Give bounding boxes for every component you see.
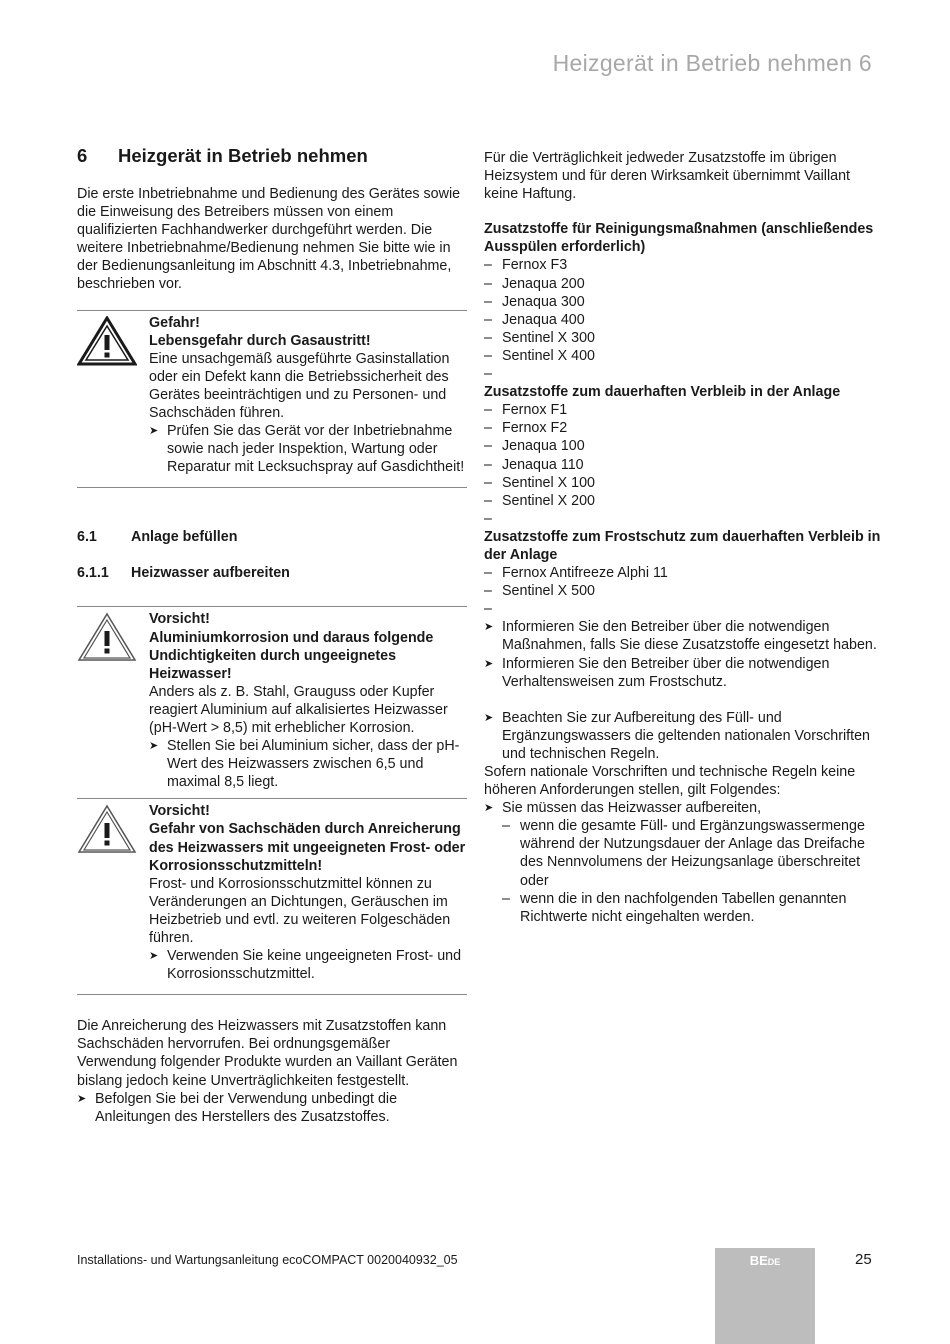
intro-paragraph: Die erste Inbetriebnahme und Bedienung des Gerätes sowie die Einweisung des Betreibers müssen von einem qualifizierten Fachhandwerker durchgeführt werden. Die weitere Inbetriebnahme/Bedienung nehmen Sie bitte wie in der Bedienungsanleitung im Abschnitt 4.3, Inbetriebnahme, beschrieben vor. [77,186,461,293]
warning-label: Vorsicht! [149,611,210,628]
section-heading [77,144,467,168]
additive-list [484,401,884,528]
action-item: ➤ Sie müssen das Heizwasser aufbereiten, [484,800,762,817]
or-text: oder [520,872,549,889]
subsection-heading: 6.1 Anlage befüllen [77,529,238,546]
right-intro: Für die Verträglichkeit jedweder Zusatzstoffe im übrigen Heizsystem und für deren Wirksamkeit übernimmt Vaillant keine Haftung. [484,150,851,203]
list-item: – Sentinel X 500 [484,583,595,600]
additive-list [484,564,884,618]
caution-triangle-icon [77,802,149,983]
list-item: – Fernox F3 [484,257,568,274]
additive-group-title: Zusatzstoffe zum dauerhaften Verbleib in der Anlage [484,384,841,401]
subsubsection-heading: 6.1.1 Heizwasser aufbereiten [77,565,290,582]
warning-box-caution [77,607,467,791]
condition-item: – wenn die gesamte Füll- und Ergänzungswassermenge während der Nutzungsdauer der Anlage das Dreifache des Nennvolumens der Heizungsanlage überschreitet oder [502,818,865,889]
outro-action: ➤ Befolgen Sie bei der Verwendung unbedingt die Anleitungen des Herstellers des Zusatzstoffes. [77,1090,398,1125]
conditions-paragraph: Sofern nationale Vorschriften und technische Regeln keine höheren Anforderungen stellen, gilt Folgendes: [484,764,856,799]
warning-action: ➤ Prüfen Sie das Gerät vor der Inbetriebnahme sowie nach jeder Inspektion, Wartung oder Reparatur mit Lecksuchspray auf Gasdichtheit! [149,423,465,476]
list-item: – [484,510,492,527]
warning-action: ➤ Verwenden Sie keine ungeeigneten Frost- und Korrosionsschutzmittel. [149,948,462,983]
list-item: – Jenaqua 100 [484,438,585,455]
warning-label: Gefahr! [149,314,200,331]
right-column [484,149,884,926]
additive-list [484,256,884,383]
list-item: – Fernox F2 [484,420,568,437]
list-item: – Fernox F1 [484,402,568,419]
warning-box-danger [77,311,467,477]
list-item: – Jenaqua 300 [484,293,585,310]
condition-item: – wenn die in den nachfolgenden Tabellen genannten Richtwerte nicht eingehalten werden. [502,890,847,925]
list-item: – Jenaqua 200 [484,275,585,292]
language-badge: BEDE [749,1253,781,1268]
section-number: 6 [77,145,88,166]
divider [77,487,467,488]
action-item: ➤ Informieren Sie den Betreiber über die notwendigen Maßnahmen, falls Sie diese Zusatzstoffe eingesetzt haben. [484,619,877,654]
warning-text: Eine unsachgemäß ausgeführte Gasinstallation oder ein Defekt kann die Betriebssicherheit des Gerätes beeinträchtigen und zu Personen- und Sachschäden führen. [149,350,450,422]
page-header-title: Heizgerät in Betrieb nehmen 6 [552,50,872,76]
divider [77,994,467,995]
list-item: – Fernox Antifreeze Alphi 11 [484,565,668,582]
footer-document-title: Installations- und Wartungsanleitung ecoCOMPACT 0020040932_05 [77,1253,458,1267]
action-item: ➤ Beachten Sie zur Aufbereitung des Füll- und Ergänzungswassers die geltenden nationalen Vorschriften und technischen Regeln. [484,709,870,762]
action-item: ➤ Informieren Sie den Betreiber über die notwendigen Verhaltensweisen zum Frostschutz. [484,655,830,690]
list-item: – Sentinel X 100 [484,474,595,491]
warning-headline: Aluminiumkorrosion und daraus folgende Undichtigkeiten durch ungeeignetes Heizwasser! [149,629,434,682]
additive-group-title: Zusatzstoffe zum Frostschutz zum dauerhaften Verbleib in der Anlage [484,528,881,563]
section-title: Heizgerät in Betrieb nehmen [118,145,368,166]
caution-triangle-icon [77,610,149,791]
warning-triangle-icon [77,314,149,477]
list-item: – Sentinel X 200 [484,492,595,509]
left-column [77,144,467,1126]
list-item: – Jenaqua 400 [484,311,585,328]
warning-headline: Gefahr von Sachschäden durch Anreicherung des Heizwassers mit ungeeigneten Frost- oder Korrosionsschutzmitteln! [149,821,466,874]
warning-text: Frost- und Korrosionsschutzmittel können zu Veränderungen an Dichtungen, Geräuschen im Heizbetrieb und evtl. zu weiteren Folgeschäden führen. [149,875,451,946]
warning-text: Anders als z. B. Stahl, Grauguss oder Kupfer reagiert Aluminium auf alkalisiertes Heizwasser (pH-Wert > 8,5) mit erheblicher Korrosion. [149,683,448,736]
additive-group-title: Zusatzstoffe für Reinigungsmaßnahmen (anschließendes Ausspülen erforderlich) [484,221,874,256]
warning-action: ➤ Stellen Sie bei Aluminium sicher, dass der pH-Wert des Heizwassers zwischen 6,5 und maximal 8,5 liegt. [149,738,460,791]
list-item: – Jenaqua 110 [484,456,584,473]
list-item: – Sentinel X 400 [484,347,595,364]
list-item: – Sentinel X 300 [484,329,595,346]
warning-label: Vorsicht! [149,803,210,820]
list-item: – [484,601,492,618]
warning-box-caution [77,799,467,983]
warning-headline: Lebensgefahr durch Gasaustritt! [149,332,371,349]
list-item: – [484,366,492,383]
outro-paragraph: Die Anreicherung des Heizwassers mit Zusatzstoffen kann Sachschäden hervorrufen. Bei ordnungsgemäßer Verwendung folgender Produkte wurden an Vaillant Geräten bislang jedoch keine Unverträglichkeiten festgestellt. [77,1018,458,1089]
page-number: 25 [855,1251,872,1268]
